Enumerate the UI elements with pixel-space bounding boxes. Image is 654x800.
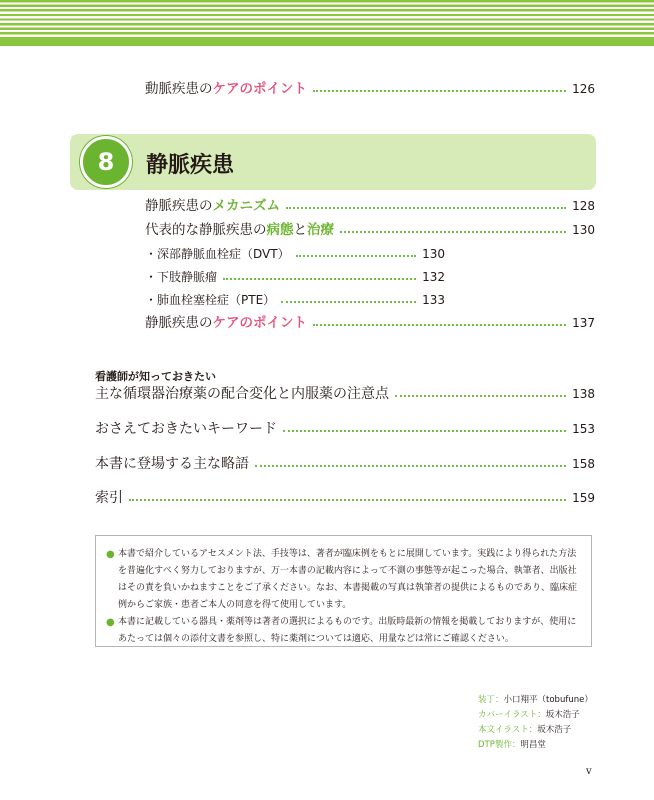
credits-block [478, 693, 593, 753]
credit-label: 本文イラスト： [478, 725, 538, 735]
page-number: 128 [572, 199, 595, 213]
disclaimer-text-1: 本書で紹介しているアセスメント法、手技等は、著者が臨床例をもとに展開しています。実践により得られた方法を普遍化すべく努力しておりますが、万一本書の記載内容によって不測の事態等が起こった場合、執筆者、出版社はその責を負いかねますことをご了承ください。なお、本書掲載の写真は執筆者の提供によるものであり、臨床症例からご家族・患者ご本人の同意を得て使用しています。 [118, 549, 578, 610]
disclaimer-paragraph-1 [106, 546, 581, 614]
toc-entry-pathology[interactable] [145, 221, 595, 239]
page-number: 130 [422, 247, 445, 261]
toc-appendix-label: 索引 [95, 490, 123, 506]
toc-subentry-label: ・深部静脈血栓症（DVT） [145, 247, 290, 261]
toc-subentry-pte[interactable] [145, 291, 445, 309]
credit-label: DTP製作： [478, 740, 521, 750]
page-number: 158 [572, 457, 595, 471]
credit-line [478, 693, 593, 708]
page-number: 126 [572, 82, 595, 96]
toc-appendix-index[interactable] [95, 489, 595, 507]
credit-line [478, 738, 593, 753]
toc-entry-arterial-care[interactable] [145, 80, 595, 98]
page-number: 138 [572, 387, 595, 401]
page-folio: v [586, 766, 592, 777]
dot-leader [286, 207, 566, 209]
toc-entry-prefix: 代表的な静脈疾患の [145, 222, 267, 238]
dot-leader [223, 278, 416, 280]
page-number: 159 [572, 491, 595, 505]
page-number: 132 [422, 270, 445, 284]
credit-value: 坂木浩子 [545, 710, 580, 720]
chapter-number-badge: 8 [80, 136, 132, 188]
toc-entry-venous-care[interactable] [145, 314, 595, 332]
toc-entry-highlight: ケアのポイント [212, 81, 307, 97]
dot-leader [255, 465, 566, 467]
credit-line [478, 723, 593, 738]
credit-label: 装丁： [478, 695, 504, 705]
dot-leader [281, 301, 416, 303]
toc-subentry-label: ・肺血栓塞栓症（PTE） [145, 293, 276, 307]
bullet-icon: ● [106, 617, 115, 628]
credit-value: 坂木浩子 [537, 725, 572, 735]
dot-leader [313, 324, 566, 326]
toc-appendix-drugs[interactable] [95, 385, 595, 403]
bullet-icon: ● [106, 549, 115, 560]
credit-value: 明昌堂 [520, 740, 546, 750]
page-number: 133 [422, 293, 445, 307]
toc-entry-highlight: ケアのポイント [212, 315, 307, 331]
toc-entry-highlight-2: 治療 [307, 222, 334, 238]
dot-leader [129, 499, 566, 501]
appendix-kicker: 看護師が知っておきたい [95, 370, 216, 383]
credit-value: 小口翔平（tobufune） [503, 695, 593, 705]
toc-entry-prefix: 動脈疾患の [145, 81, 213, 97]
toc-entry-mechanism[interactable] [145, 197, 595, 215]
toc-appendix-label: 本書に登場する主な略語 [95, 456, 249, 472]
page-number: 153 [572, 422, 595, 436]
header-stripes [0, 0, 654, 46]
toc-entry-prefix: 静脈疾患の [145, 198, 213, 214]
credit-label: カバーイラスト： [478, 710, 546, 720]
disclaimer-text-2: 本書に記載している器具・薬剤等は著者の選択によるものです。出版時最新の情報を掲載しておりますが、使用にあたっては個々の添付文書を参照し、特に薬剤については適応、用量などは常にご確認ください。 [118, 617, 577, 644]
chapter-heading [70, 134, 596, 190]
dot-leader [313, 90, 566, 92]
disclaimer-paragraph-2 [106, 614, 581, 648]
toc-appendix-label: 主な循環器治療薬の配合変化と内服薬の注意点 [95, 386, 389, 402]
dot-leader [283, 430, 566, 432]
page-number: 137 [572, 316, 595, 330]
chapter-title: 静脈疾患 [146, 153, 235, 178]
toc-appendix-label: おさえておきたいキーワード [95, 421, 277, 437]
toc-subentry-dvt[interactable] [145, 245, 445, 263]
toc-subentry-label: ・下肢静脈瘤 [145, 270, 218, 284]
toc-entry-highlight: メカニズム [212, 198, 280, 214]
toc-entry-prefix: 静脈疾患の [145, 315, 213, 331]
toc-appendix-abbreviations[interactable] [95, 455, 595, 473]
toc-entry-highlight-1: 病態 [266, 222, 294, 238]
disclaimer-box [95, 535, 592, 647]
dot-leader [340, 231, 566, 233]
toc-appendix-keywords[interactable] [95, 420, 595, 438]
credit-line [478, 708, 593, 723]
dot-leader [395, 395, 566, 397]
toc-subentry-varicose[interactable] [145, 268, 445, 286]
toc-entry-mid: と [293, 222, 307, 238]
dot-leader [296, 255, 417, 257]
page-number: 130 [572, 223, 595, 237]
